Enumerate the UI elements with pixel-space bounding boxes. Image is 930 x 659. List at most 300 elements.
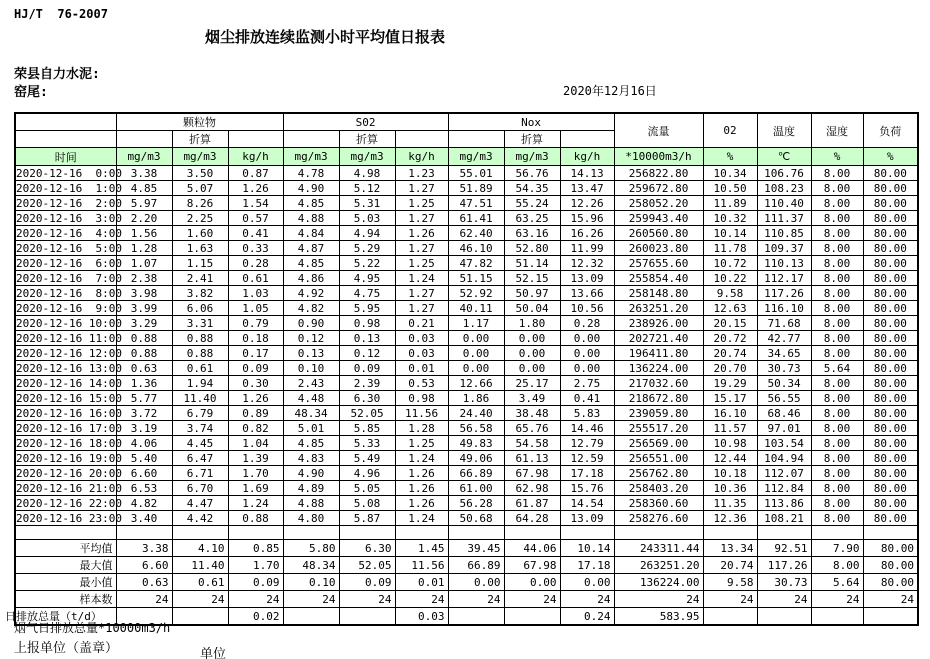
- value-cell: 52.05: [339, 406, 395, 421]
- value-cell: 56.58: [448, 421, 504, 436]
- value-cell: 8.00: [811, 496, 863, 511]
- value-cell: 8.00: [811, 481, 863, 496]
- table-row: [15, 241, 918, 256]
- summary-value-cell: 39.45: [448, 540, 504, 557]
- summary-value-cell: 0.10: [283, 574, 339, 591]
- value-cell: 4.83: [283, 451, 339, 466]
- col-group-particulate: 颗粒物: [116, 113, 283, 131]
- table-row: [15, 196, 918, 211]
- value-cell: 80.00: [863, 286, 918, 301]
- value-cell: 8.00: [811, 436, 863, 451]
- summary-value-cell: [703, 608, 757, 626]
- value-cell: 8.00: [811, 301, 863, 316]
- value-cell: 6.30: [339, 391, 395, 406]
- value-cell: 80.00: [863, 331, 918, 346]
- value-cell: 12.26: [560, 196, 614, 211]
- value-cell: 55.24: [504, 196, 560, 211]
- summary-value-cell: 0.24: [560, 608, 614, 626]
- value-cell: 5.22: [339, 256, 395, 271]
- value-cell: 9.58: [703, 286, 757, 301]
- blank-cell: [116, 526, 172, 540]
- table-row: [15, 331, 918, 346]
- value-cell: 1.03: [228, 286, 283, 301]
- value-cell: 1.27: [395, 301, 448, 316]
- value-cell: 10.14: [703, 226, 757, 241]
- unit-cell: kg/h: [395, 148, 448, 166]
- value-cell: 10.56: [560, 301, 614, 316]
- value-cell: 0.33: [228, 241, 283, 256]
- summary-value-cell: 24: [116, 591, 172, 608]
- blank-cell: [395, 526, 448, 540]
- value-cell: 80.00: [863, 466, 918, 481]
- value-cell: 0.90: [283, 316, 339, 331]
- value-cell: 80.00: [863, 196, 918, 211]
- summary-value-cell: 0.01: [395, 574, 448, 591]
- value-cell: 6.47: [172, 451, 228, 466]
- table-row: [15, 481, 918, 496]
- summary-value-cell: 583.95: [614, 608, 703, 626]
- value-cell: 56.76: [504, 166, 560, 181]
- value-cell: 8.00: [811, 181, 863, 196]
- value-cell: 110.85: [757, 226, 811, 241]
- value-cell: 54.58: [504, 436, 560, 451]
- value-cell: 11.40: [172, 391, 228, 406]
- value-cell: 0.41: [228, 226, 283, 241]
- value-cell: 257655.60: [614, 256, 703, 271]
- summary-label: 平均值: [15, 540, 116, 557]
- time-cell: 2020-12-16 6:00: [16, 256, 122, 270]
- value-cell: 5.95: [339, 301, 395, 316]
- value-cell: 97.01: [757, 421, 811, 436]
- value-cell: 80.00: [863, 166, 918, 181]
- col-flow: 流量: [614, 113, 703, 148]
- value-cell: 0.00: [504, 346, 560, 361]
- value-cell: 68.46: [757, 406, 811, 421]
- summary-value-cell: 8.00: [811, 557, 863, 574]
- value-cell: 5.01: [283, 421, 339, 436]
- value-cell: 48.34: [283, 406, 339, 421]
- summary-value-cell: 6.60: [116, 557, 172, 574]
- summary-value-cell: [863, 608, 918, 626]
- value-cell: 3.38: [116, 166, 172, 181]
- table-row: [15, 316, 918, 331]
- value-cell: 8.00: [811, 226, 863, 241]
- value-cell: 19.29: [703, 376, 757, 391]
- time-cell: 2020-12-16 9:00: [16, 301, 122, 315]
- summary-value-cell: 24: [395, 591, 448, 608]
- value-cell: 4.84: [283, 226, 339, 241]
- value-cell: 4.06: [116, 436, 172, 451]
- blank-cell: [15, 526, 116, 540]
- value-cell: 1.27: [395, 286, 448, 301]
- summary-value-cell: 4.10: [172, 540, 228, 557]
- value-cell: 1.04: [228, 436, 283, 451]
- value-cell: 0.28: [560, 316, 614, 331]
- value-cell: 0.79: [228, 316, 283, 331]
- value-cell: 8.00: [811, 166, 863, 181]
- summary-value-cell: 0.09: [339, 574, 395, 591]
- value-cell: 0.63: [116, 361, 172, 376]
- value-cell: 25.17: [504, 376, 560, 391]
- table-row: [15, 466, 918, 481]
- value-cell: 0.00: [560, 331, 614, 346]
- value-cell: 0.82: [228, 421, 283, 436]
- value-cell: 8.00: [811, 256, 863, 271]
- value-cell: 46.10: [448, 241, 504, 256]
- value-cell: 54.35: [504, 181, 560, 196]
- value-cell: 80.00: [863, 376, 918, 391]
- time-cell: 2020-12-16 2:00: [16, 196, 122, 210]
- value-cell: 3.50: [172, 166, 228, 181]
- value-cell: 14.54: [560, 496, 614, 511]
- summary-value-cell: 117.26: [757, 557, 811, 574]
- value-cell: 10.50: [703, 181, 757, 196]
- value-cell: 5.83: [560, 406, 614, 421]
- value-cell: 256762.80: [614, 466, 703, 481]
- value-cell: 56.55: [757, 391, 811, 406]
- value-cell: 196411.80: [614, 346, 703, 361]
- value-cell: 80.00: [863, 271, 918, 286]
- summary-value-cell: 0.03: [395, 608, 448, 626]
- summary-value-cell: 11.56: [395, 557, 448, 574]
- table-row: [15, 511, 918, 526]
- header-group-row: [15, 113, 918, 131]
- blank-cell: [448, 131, 504, 148]
- value-cell: 4.80: [283, 511, 339, 526]
- unit-cell: mg/m3: [504, 148, 560, 166]
- value-cell: 4.47: [172, 496, 228, 511]
- summary-value-cell: 0.09: [228, 574, 283, 591]
- blank-cell: [283, 131, 339, 148]
- time-cell: 2020-12-16 4:00: [16, 226, 122, 240]
- value-cell: 112.07: [757, 466, 811, 481]
- value-cell: 1.56: [116, 226, 172, 241]
- value-cell: 14.13: [560, 166, 614, 181]
- value-cell: 0.13: [339, 331, 395, 346]
- summary-value-cell: 10.14: [560, 540, 614, 557]
- table-row: [15, 451, 918, 466]
- value-cell: 47.82: [448, 256, 504, 271]
- unit-cell: %: [811, 148, 863, 166]
- value-cell: 0.98: [339, 316, 395, 331]
- value-cell: 2.41: [172, 271, 228, 286]
- value-cell: 8.00: [811, 286, 863, 301]
- value-cell: 2.25: [172, 211, 228, 226]
- table-row: [15, 391, 918, 406]
- value-cell: 12.32: [560, 256, 614, 271]
- value-cell: 8.00: [811, 211, 863, 226]
- time-cell: 2020-12-16 8:00: [16, 286, 122, 300]
- value-cell: 1.80: [504, 316, 560, 331]
- value-cell: 256822.80: [614, 166, 703, 181]
- summary-value-cell: 0.00: [448, 574, 504, 591]
- value-cell: 8.00: [811, 406, 863, 421]
- table-row: [15, 166, 918, 181]
- value-cell: 4.42: [172, 511, 228, 526]
- value-cell: 67.98: [504, 466, 560, 481]
- col-humidity: 湿度: [811, 113, 863, 148]
- blank-cell: [614, 526, 703, 540]
- value-cell: 10.18: [703, 466, 757, 481]
- summary-value-cell: 0.00: [504, 574, 560, 591]
- value-cell: 106.76: [757, 166, 811, 181]
- value-cell: 110.13: [757, 256, 811, 271]
- value-cell: 4.85: [283, 196, 339, 211]
- value-cell: 0.00: [560, 346, 614, 361]
- value-cell: 1.26: [228, 181, 283, 196]
- value-cell: 5.03: [339, 211, 395, 226]
- value-cell: 4.85: [283, 256, 339, 271]
- value-cell: 80.00: [863, 391, 918, 406]
- time-cell: 2020-12-16 15:00: [16, 391, 122, 405]
- summary-value-cell: 6.30: [339, 540, 395, 557]
- value-cell: 4.90: [283, 466, 339, 481]
- time-cell: 2020-12-16 13:00: [16, 361, 122, 375]
- summary-value-cell: 24: [448, 591, 504, 608]
- time-cell: 2020-12-16 11:00: [16, 331, 122, 345]
- value-cell: 1.70: [228, 466, 283, 481]
- value-cell: 2.38: [116, 271, 172, 286]
- summary-value-cell: 67.98: [504, 557, 560, 574]
- value-cell: 1.39: [228, 451, 283, 466]
- value-cell: 103.54: [757, 436, 811, 451]
- summary-value-cell: 17.18: [560, 557, 614, 574]
- value-cell: 0.87: [228, 166, 283, 181]
- value-cell: 4.98: [339, 166, 395, 181]
- value-cell: 1.26: [395, 496, 448, 511]
- value-cell: 0.61: [228, 271, 283, 286]
- value-cell: 5.49: [339, 451, 395, 466]
- value-cell: 80.00: [863, 316, 918, 331]
- summary-value-cell: 80.00: [863, 540, 918, 557]
- unit-cell: mg/m3: [283, 148, 339, 166]
- value-cell: 0.30: [228, 376, 283, 391]
- summary-value-cell: 0.61: [172, 574, 228, 591]
- value-cell: 66.89: [448, 466, 504, 481]
- col-group-so2: S02: [283, 113, 448, 131]
- value-cell: 10.32: [703, 211, 757, 226]
- summary-value-cell: 136224.00: [614, 574, 703, 591]
- site-name: 窑尾:: [14, 85, 48, 100]
- blank-cell: [703, 526, 757, 540]
- time-cell: 2020-12-16 7:00: [16, 271, 122, 285]
- value-cell: 30.73: [757, 361, 811, 376]
- value-cell: 0.09: [228, 361, 283, 376]
- summary-value-cell: 13.34: [703, 540, 757, 557]
- value-cell: 1.27: [395, 181, 448, 196]
- value-cell: 3.74: [172, 421, 228, 436]
- value-cell: 0.88: [116, 346, 172, 361]
- table-row: [15, 226, 918, 241]
- summary-row: [15, 557, 918, 574]
- value-cell: 34.65: [757, 346, 811, 361]
- value-cell: 52.80: [504, 241, 560, 256]
- value-cell: 0.00: [560, 361, 614, 376]
- table-row: [15, 421, 918, 436]
- value-cell: 11.89: [703, 196, 757, 211]
- value-cell: 6.71: [172, 466, 228, 481]
- value-cell: 4.89: [283, 481, 339, 496]
- value-cell: 62.98: [504, 481, 560, 496]
- value-cell: 8.00: [811, 241, 863, 256]
- value-cell: 4.86: [283, 271, 339, 286]
- value-cell: 1.23: [395, 166, 448, 181]
- value-cell: 238926.00: [614, 316, 703, 331]
- value-cell: 13.09: [560, 271, 614, 286]
- value-cell: 4.88: [283, 211, 339, 226]
- value-cell: 11.78: [703, 241, 757, 256]
- summary-value-cell: 66.89: [448, 557, 504, 574]
- value-cell: 5.07: [172, 181, 228, 196]
- summary-value-cell: [504, 608, 560, 626]
- value-cell: 63.25: [504, 211, 560, 226]
- table-row: [15, 496, 918, 511]
- value-cell: 1.63: [172, 241, 228, 256]
- value-cell: 112.17: [757, 271, 811, 286]
- blank-cell: [116, 131, 172, 148]
- value-cell: 12.63: [703, 301, 757, 316]
- unit-cell: mg/m3: [172, 148, 228, 166]
- summary-value-cell: 243311.44: [614, 540, 703, 557]
- value-cell: 50.34: [757, 376, 811, 391]
- value-cell: 136224.00: [614, 361, 703, 376]
- value-cell: 117.26: [757, 286, 811, 301]
- value-cell: 1.26: [395, 466, 448, 481]
- value-cell: 0.88: [172, 331, 228, 346]
- value-cell: 6.79: [172, 406, 228, 421]
- summary-value-cell: 0.00: [560, 574, 614, 591]
- value-cell: 0.00: [504, 361, 560, 376]
- value-cell: 259943.40: [614, 211, 703, 226]
- value-cell: 1.24: [395, 451, 448, 466]
- blank-cell: [811, 526, 863, 540]
- value-cell: 6.53: [116, 481, 172, 496]
- time-cell: 2020-12-16 1:00: [16, 181, 122, 195]
- value-cell: 8.00: [811, 346, 863, 361]
- summary-value-cell: [283, 608, 339, 626]
- value-cell: 3.49: [504, 391, 560, 406]
- time-cell: 2020-12-16 22:00: [16, 496, 122, 510]
- summary-row: [15, 591, 918, 608]
- footer-flow-total: 烟气日排放总量*10000m3/h: [14, 621, 171, 635]
- time-cell: 2020-12-16 20:00: [16, 466, 122, 480]
- value-cell: 80.00: [863, 406, 918, 421]
- summary-value-cell: 48.34: [283, 557, 339, 574]
- value-cell: 11.99: [560, 241, 614, 256]
- value-cell: 1.24: [395, 271, 448, 286]
- col-load: 负荷: [863, 113, 918, 148]
- value-cell: 6.06: [172, 301, 228, 316]
- value-cell: 10.72: [703, 256, 757, 271]
- value-cell: 5.08: [339, 496, 395, 511]
- value-cell: 0.28: [228, 256, 283, 271]
- blank-cell: [339, 526, 395, 540]
- summary-value-cell: 24: [811, 591, 863, 608]
- table-row: [15, 181, 918, 196]
- value-cell: 11.56: [395, 406, 448, 421]
- value-cell: 10.36: [703, 481, 757, 496]
- value-cell: 112.84: [757, 481, 811, 496]
- summary-value-cell: 24: [283, 591, 339, 608]
- value-cell: 5.05: [339, 481, 395, 496]
- value-cell: 8.00: [811, 466, 863, 481]
- table-row: [15, 301, 918, 316]
- summary-value-cell: 5.64: [811, 574, 863, 591]
- value-cell: 12.79: [560, 436, 614, 451]
- value-cell: 11.57: [703, 421, 757, 436]
- summary-value-cell: 24: [172, 591, 228, 608]
- value-cell: 239059.80: [614, 406, 703, 421]
- value-cell: 1.25: [395, 436, 448, 451]
- value-cell: 0.03: [395, 346, 448, 361]
- value-cell: 65.76: [504, 421, 560, 436]
- blank-cell: [228, 526, 283, 540]
- summary-value-cell: 5.80: [283, 540, 339, 557]
- time-cell: 2020-12-16 14:00: [16, 376, 122, 390]
- blank-cell: [448, 526, 504, 540]
- value-cell: 0.61: [172, 361, 228, 376]
- value-cell: 110.40: [757, 196, 811, 211]
- value-cell: 2.20: [116, 211, 172, 226]
- value-cell: 263251.20: [614, 301, 703, 316]
- value-cell: 5.87: [339, 511, 395, 526]
- value-cell: 80.00: [863, 211, 918, 226]
- unit-cell: mg/m3: [116, 148, 172, 166]
- value-cell: 5.85: [339, 421, 395, 436]
- value-cell: 108.23: [757, 181, 811, 196]
- unit-cell: kg/h: [560, 148, 614, 166]
- value-cell: 258052.20: [614, 196, 703, 211]
- summary-value-cell: 0.85: [228, 540, 283, 557]
- value-cell: 0.53: [395, 376, 448, 391]
- value-cell: 52.15: [504, 271, 560, 286]
- blank-cell: [395, 131, 448, 148]
- value-cell: 1.28: [116, 241, 172, 256]
- summary-value-cell: 92.51: [757, 540, 811, 557]
- value-cell: 4.87: [283, 241, 339, 256]
- value-cell: 5.40: [116, 451, 172, 466]
- value-cell: 61.87: [504, 496, 560, 511]
- summary-value-cell: 24: [863, 591, 918, 608]
- value-cell: 5.64: [811, 361, 863, 376]
- value-cell: 0.09: [339, 361, 395, 376]
- value-cell: 1.26: [395, 226, 448, 241]
- value-cell: 8.00: [811, 271, 863, 286]
- value-cell: 12.36: [703, 511, 757, 526]
- value-cell: 5.12: [339, 181, 395, 196]
- report-title: 烟尘排放连续监测小时平均值日报表: [205, 28, 446, 46]
- value-cell: 1.69: [228, 481, 283, 496]
- col-temperature: 温度: [757, 113, 811, 148]
- table-row: [15, 211, 918, 226]
- time-cell: 2020-12-16 17:00: [16, 421, 122, 435]
- unit-cell: *10000m3/h: [614, 148, 703, 166]
- value-cell: 5.33: [339, 436, 395, 451]
- value-cell: 80.00: [863, 421, 918, 436]
- unit-cell: ℃: [757, 148, 811, 166]
- blank-cell: [560, 131, 614, 148]
- blank-cell: [172, 526, 228, 540]
- blank-cell: [504, 526, 560, 540]
- table-row: [15, 436, 918, 451]
- col-o2: 02: [703, 113, 757, 148]
- value-cell: 113.86: [757, 496, 811, 511]
- time-cell: 2020-12-16 19:00: [16, 451, 122, 465]
- value-cell: 1.36: [116, 376, 172, 391]
- value-cell: 15.17: [703, 391, 757, 406]
- summary-value-cell: 0.63: [116, 574, 172, 591]
- value-cell: 2.75: [560, 376, 614, 391]
